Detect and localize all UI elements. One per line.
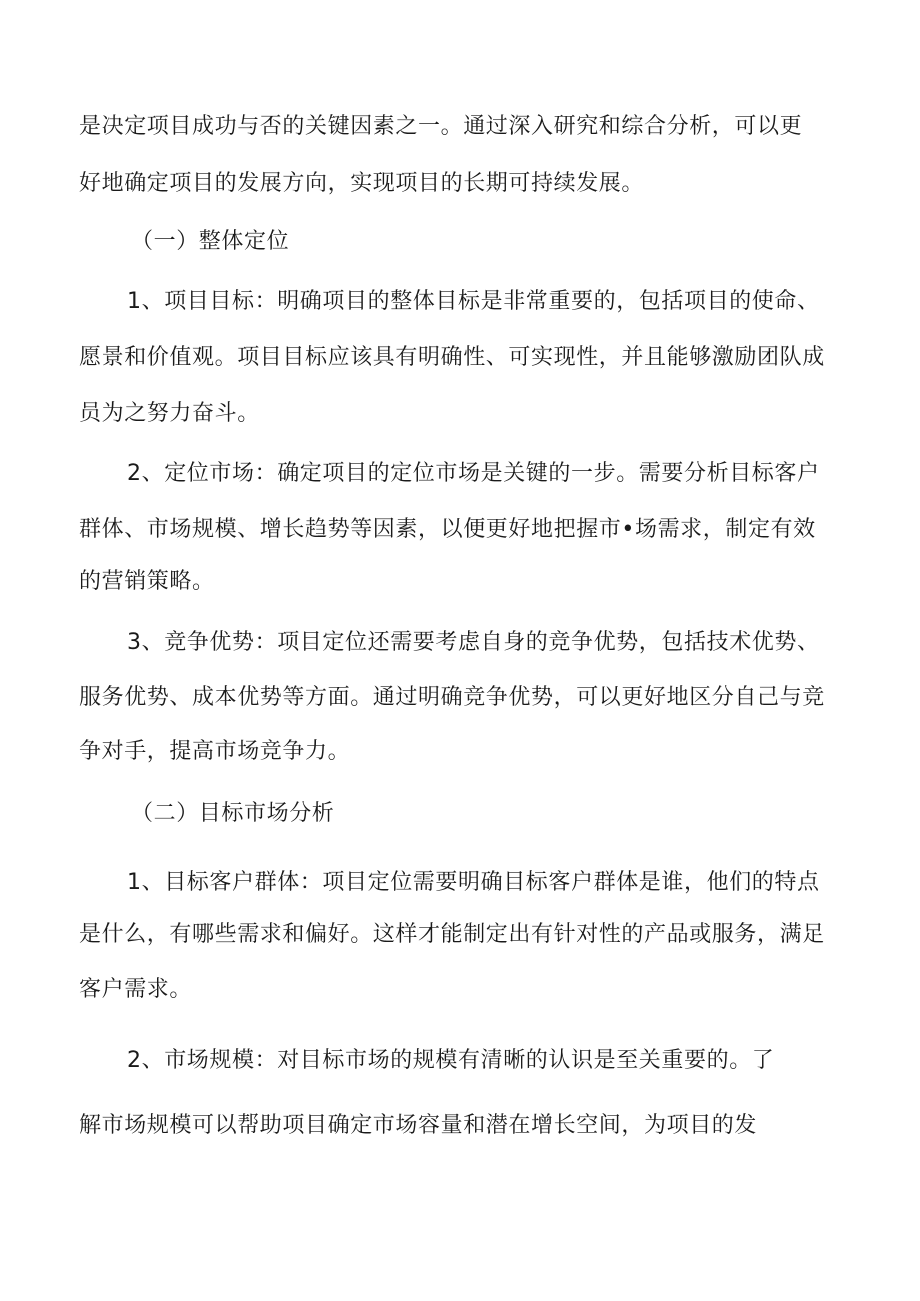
s2-item1-line-1: 1、目标客户群体：项目定位需要明确目标客户群体是谁，他们的特点 (127, 870, 820, 895)
s1-item1-line-3: 员为之努力奋斗。 (79, 401, 260, 426)
s1-item3-line-1: 3、竞争优势：项目定位还需要考虑自身的竞争优势，包括技术优势、 (127, 630, 820, 655)
s1-item3-line-2: 服务优势、成本优势等方面。通过明确竞争优势，可以更好地区分自己与竞 (79, 685, 825, 710)
s2-item2-line-2: 解市场规模可以帮助项目确定市场容量和潜在增长空间，为项目的发 (79, 1113, 758, 1138)
s1-item1-line-1: 1、项目目标：明确项目的整体目标是非常重要的，包括项目的使命、 (127, 289, 820, 314)
s1-item2-line-1: 2、定位市场：确定项目的定位市场是关键的一步。需要分析目标客户 (127, 461, 820, 486)
s1-item2-line-2: 群体、市场规模、增长趋势等因素，以便更好地把握市•场需求，制定有效 (79, 517, 816, 542)
s2-item1-line-3: 客户需求。 (79, 977, 193, 1002)
intro-line-2: 好地确定项目的发展方向，实现项目的长期可持续发展。 (79, 171, 645, 196)
s2-item1-line-2: 是什么，有哪些需求和偏好。这样才能制定出有针对性的产品或服务，满足 (79, 922, 825, 947)
s1-item2-line-3: 的营销策略。 (79, 569, 215, 594)
s2-item2-line-1: 2、市场规模：对目标市场的规模有清晰的认识是至关重要的。了 (127, 1048, 775, 1073)
s1-item3-line-3: 争对手，提高市场竞争力。 (79, 739, 351, 764)
section-2-heading: （二）目标市场分析 (131, 801, 335, 826)
s1-item1-line-2: 愿景和价值观。项目目标应该具有明确性、可实现性，并且能够激励团队成 (79, 345, 825, 370)
section-1-heading: （一）整体定位 (131, 229, 290, 254)
intro-line-1: 是决定项目成功与否的关键因素之一。通过深入研究和综合分析，可以更 (79, 114, 803, 139)
